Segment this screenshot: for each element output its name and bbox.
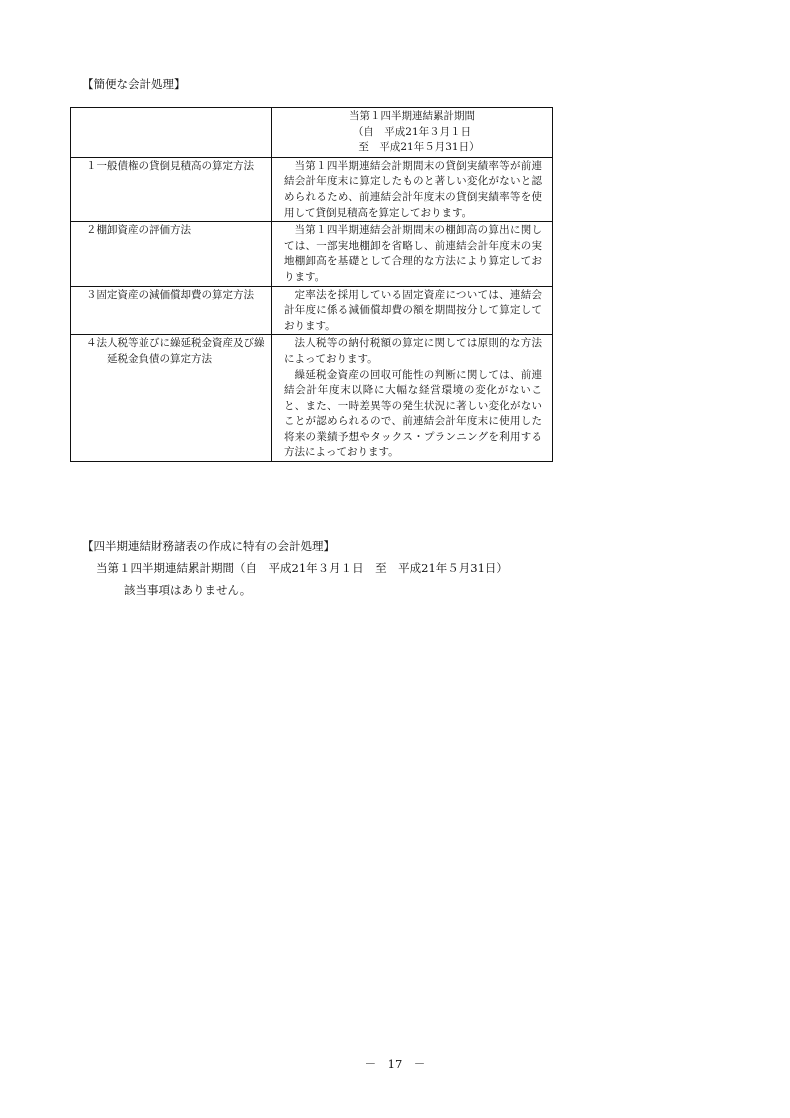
section-title-simplified-accounting: 【簡便な会計処理】: [82, 77, 186, 91]
simplified-accounting-table: [70, 107, 553, 462]
item-label: 棚卸資産の評価方法: [96, 224, 191, 237]
table-row: [71, 222, 553, 286]
table-row: [71, 157, 553, 221]
item-number: ２: [86, 224, 97, 237]
item-number: １: [86, 159, 97, 172]
table-row: [71, 335, 553, 462]
item-label: 法人税等並びに繰延税金資産及び繰延税金負債の算定方法: [96, 337, 265, 365]
description-cell: [272, 222, 553, 286]
description-paragraph: 定率法を採用している固定資産については、連結会計年度に係る減価償却費の額を期間按分して算定しております。: [284, 288, 542, 332]
item-number: ４: [86, 337, 97, 350]
header-period-to: 至 平成21年５月31日）: [358, 141, 480, 154]
item-cell: [71, 157, 272, 221]
item-label: 一般債権の貸倒見積高の算定方法: [96, 159, 254, 172]
header-empty-cell: [71, 108, 272, 158]
description-paragraph: 繰延税金資産の回収可能性の判断に関しては、前連結会計年度末以降に大幅な経営環境の変化がないこと、また、一時差異等の発生状況に著しい変化がないことが認められるので、前連結会計年度末に使用した将来の業績予想やタックス・プランニングを利用する方法によっております。: [284, 368, 542, 459]
item-cell: [71, 222, 272, 286]
section-title-specific-accounting: 【四半期連結財務諸表の作成に特有の会計処理】: [82, 539, 335, 553]
item-label: 固定資産の減価償却費の算定方法: [96, 288, 254, 301]
description-paragraph: 当第１四半期連結会計期間末の棚卸高の算出に関しては、一部実地棚卸を省略し、前連結会計年度末の実地棚卸高を基礎として合理的な方法により算定しております。: [284, 224, 542, 283]
item-cell: [71, 286, 272, 335]
description-cell: [272, 286, 553, 335]
item-number: ３: [86, 288, 97, 301]
header-period-from: （自 平成21年３月１日: [352, 125, 472, 138]
description-paragraph: 法人税等の納付税額の算定に関しては原則的な方法によっております。: [284, 337, 542, 365]
table-header-row: [71, 108, 553, 158]
description-cell: [272, 335, 553, 462]
header-period-title: 当第１四半期連結累計期間: [349, 110, 475, 122]
description-cell: [272, 157, 553, 221]
not-applicable-text: 該当事項はありません。: [124, 583, 252, 597]
description-paragraph: 当第１四半期連結会計期間末の貸倒実績率等が前連結会計年度末に算定したものと著しい変化がないと認められるため、前連結会計年度末の貸倒実績率等を使用して貸倒見積高を算定しております。: [284, 159, 542, 219]
page-number: － 17 －: [364, 1057, 426, 1071]
period-line: 当第１四半期連結累計期間（自 平成21年３月１日 至 平成21年５月31日）: [96, 561, 508, 575]
item-cell: [71, 335, 272, 462]
header-period-cell: [272, 108, 553, 158]
table-row: [71, 286, 553, 335]
